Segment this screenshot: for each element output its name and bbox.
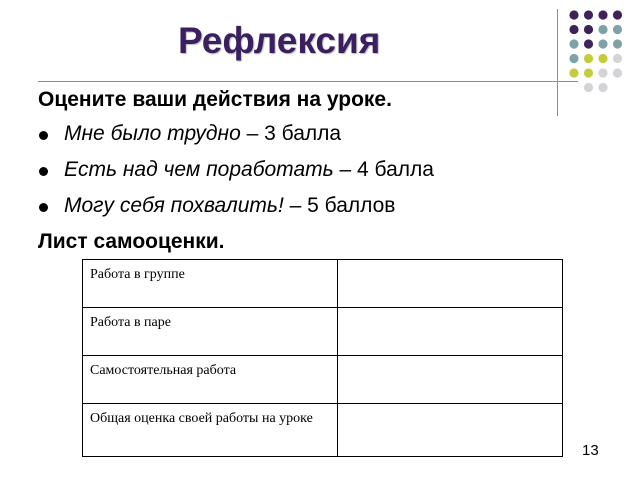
table-row	[83, 260, 563, 308]
decorative-dot	[569, 54, 578, 63]
table-row-label: Самостоятельная работа	[83, 356, 338, 404]
decorative-dot	[598, 83, 607, 92]
decorative-dot	[598, 10, 607, 19]
table-row	[83, 308, 563, 356]
table-row	[83, 404, 563, 457]
bullet-italic-text: Мне было трудно	[64, 122, 241, 145]
sheet-title: Лист самооценки.	[38, 230, 225, 253]
decorative-dot	[584, 39, 593, 48]
bullet-score-text: – 4 балла	[333, 158, 434, 181]
decorative-dot	[598, 54, 607, 63]
title-underline	[38, 81, 578, 82]
decorative-dot	[569, 39, 578, 48]
bullet-italic-text: Могу себя похвалить!	[64, 194, 284, 217]
bullet-item	[38, 191, 434, 227]
decorative-dot	[598, 25, 607, 34]
decorative-dot	[598, 68, 607, 77]
bullet-italic-text: Есть над чем поработать	[64, 158, 334, 181]
decorative-dot	[584, 54, 593, 63]
decorative-dot	[613, 54, 622, 63]
bullet-score-text: – 3 балла	[240, 122, 342, 145]
decorative-dot	[584, 10, 593, 19]
table-row-value-cell[interactable]	[338, 308, 563, 356]
section-heading: Оцените ваши действия на уроке.	[38, 88, 392, 111]
bullet-item	[38, 119, 434, 155]
table-row-label: Общая оценка своей работы на уроке	[83, 404, 338, 457]
table-row-value-cell[interactable]	[338, 260, 563, 308]
decorative-dot	[569, 10, 578, 19]
decorative-dot	[569, 68, 578, 77]
vertical-divider	[557, 9, 558, 116]
table-row	[83, 356, 563, 404]
table-row-value-cell[interactable]	[338, 356, 563, 404]
table-row-label: Работа в паре	[83, 308, 338, 356]
table-row-label: Работа в группе	[83, 260, 338, 308]
slide-title: Рефлексия	[178, 20, 381, 61]
decorative-dot	[584, 83, 593, 92]
bullet-dot-icon	[39, 203, 48, 212]
decorative-dot	[569, 25, 578, 34]
decorative-dot	[584, 25, 593, 34]
decorative-dot	[584, 68, 593, 77]
page-number: 13	[582, 442, 599, 459]
bullet-dot-icon	[39, 131, 48, 140]
decorative-dot	[613, 10, 622, 19]
decorative-dot	[613, 68, 622, 77]
bullet-list	[38, 119, 434, 227]
table-row-value-cell[interactable]	[338, 404, 563, 457]
self-assessment-table	[82, 259, 563, 457]
decorative-dot	[598, 39, 607, 48]
bullet-score-text: – 5 баллов	[283, 194, 396, 217]
decorative-dot	[613, 25, 622, 34]
decorative-dot	[613, 39, 622, 48]
bullet-item	[38, 155, 434, 191]
bullet-dot-icon	[39, 167, 48, 176]
